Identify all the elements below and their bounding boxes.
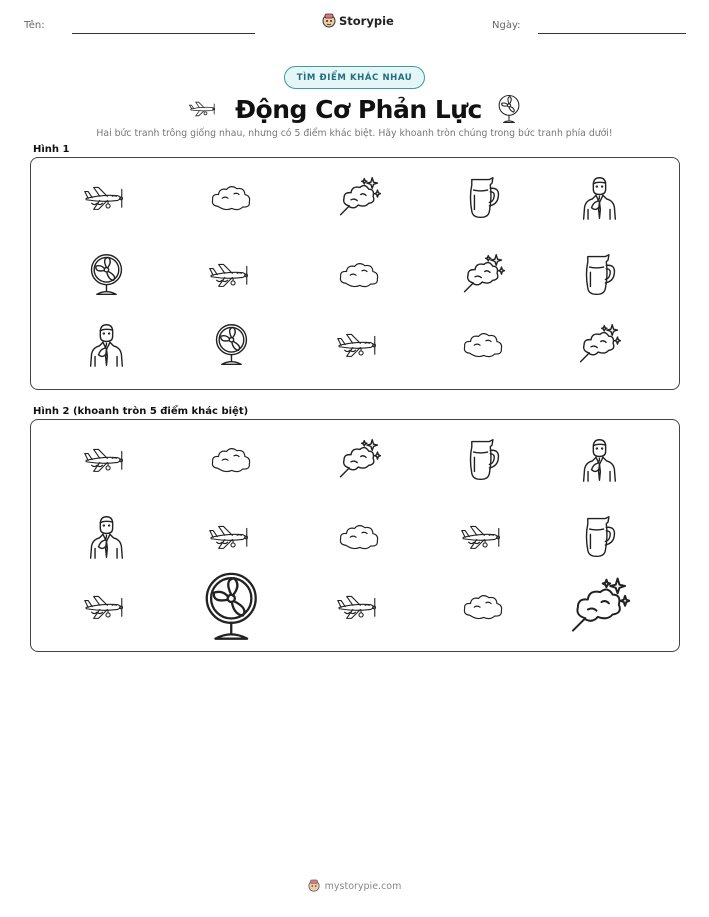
picture2-jug-icon[interactable] [559, 497, 639, 577]
date-label: Ngày: [492, 20, 521, 31]
picture1-cloud-icon[interactable] [443, 305, 523, 385]
picture1-jug-icon[interactable] [443, 158, 523, 238]
picture2-airplane-icon[interactable] [66, 420, 146, 500]
picture2-cloud-icon[interactable] [443, 567, 523, 647]
picture1-man-icon[interactable] [559, 158, 639, 238]
picture1-cloud-icon[interactable] [191, 158, 271, 238]
date-line[interactable] [538, 33, 686, 34]
picture2-man-icon[interactable] [66, 497, 146, 577]
picture2-man-icon[interactable] [559, 420, 639, 500]
picture2-panel [30, 419, 680, 652]
picture2-airplane-icon[interactable] [443, 497, 523, 577]
picture1-jug-icon[interactable] [559, 235, 639, 315]
activity-tag: TÌM ĐIỂM KHÁC NHAU [284, 66, 425, 89]
picture2-airplane-icon[interactable] [319, 567, 399, 647]
picture1-fan-icon[interactable] [191, 305, 271, 385]
name-line[interactable] [72, 33, 255, 34]
instructions: Hai bức tranh trông giống nhau, nhưng có 5 điểm khác biệt. Hãy khoanh tròn chúng trong bức tranh phía dưới! [96, 128, 613, 139]
brand-logo [322, 13, 394, 29]
picture1-airplane-icon[interactable] [66, 158, 146, 238]
footer [0, 879, 709, 893]
storypie-mascot-icon [322, 13, 336, 29]
fan-icon [496, 93, 522, 125]
picture2-gust-icon[interactable] [559, 567, 639, 647]
picture1-airplane-icon[interactable] [319, 305, 399, 385]
picture1-gust-icon[interactable] [559, 305, 639, 385]
picture1-man-icon[interactable] [66, 305, 146, 385]
picture2-fan-icon[interactable] [191, 567, 271, 647]
brand-name: Storypie [339, 14, 394, 28]
storypie-mascot-icon [308, 879, 320, 893]
page-title: Động Cơ Phản Lực [235, 94, 482, 124]
picture2-cloud-icon[interactable] [319, 497, 399, 577]
picture1-cloud-icon[interactable] [319, 235, 399, 315]
picture2-airplane-icon[interactable] [66, 567, 146, 647]
picture2-gust-icon[interactable] [319, 420, 399, 500]
picture2-cloud-icon[interactable] [191, 420, 271, 500]
picture1-fan-icon[interactable] [66, 235, 146, 315]
title-row [0, 92, 709, 126]
picture1-airplane-icon[interactable] [191, 235, 271, 315]
picture2-label: Hình 2 (khoanh tròn 5 điểm khác biệt) [33, 406, 249, 417]
footer-url: mystorypie.com [324, 880, 402, 892]
name-label: Tên: [24, 20, 45, 31]
picture1-panel [30, 157, 680, 390]
picture1-gust-icon[interactable] [319, 158, 399, 238]
picture2-airplane-icon[interactable] [191, 497, 271, 577]
picture1-label: Hình 1 [33, 144, 70, 155]
picture1-gust-icon[interactable] [443, 235, 523, 315]
picture2-jug-icon[interactable] [443, 420, 523, 500]
airplane-icon [187, 99, 221, 119]
